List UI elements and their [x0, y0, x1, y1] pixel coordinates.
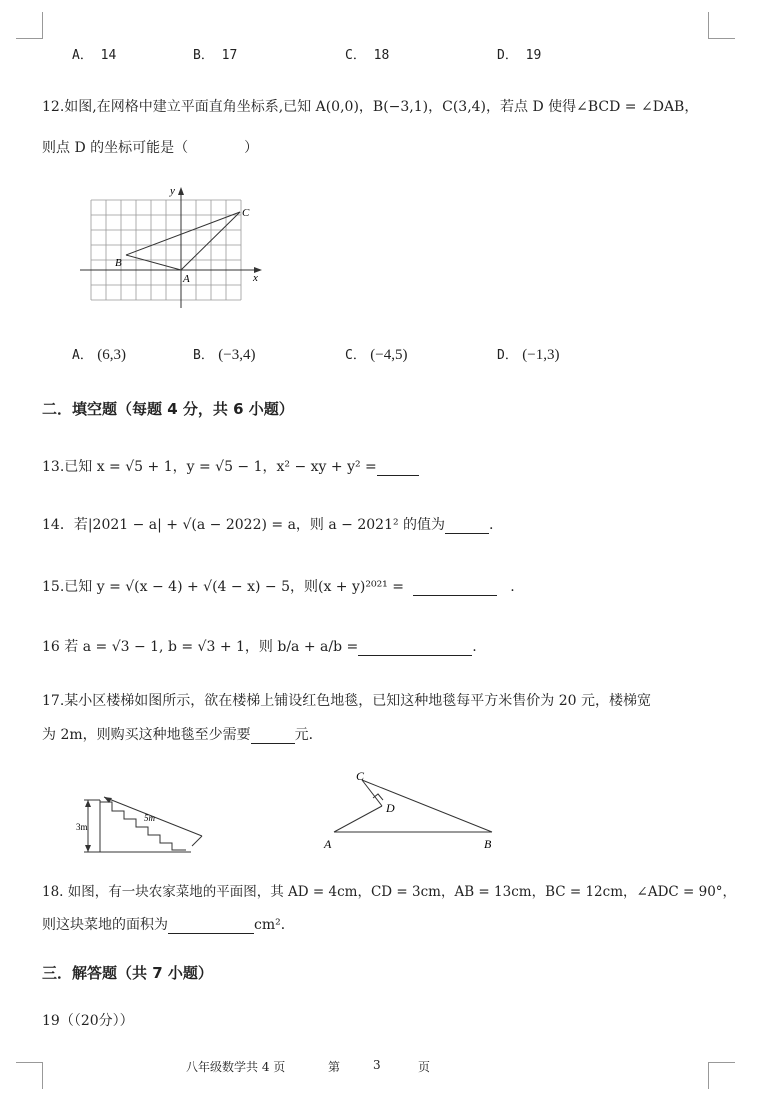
label-y: y [170, 185, 175, 197]
q18-answer-blank [168, 919, 254, 934]
label-b: B [115, 257, 122, 269]
q16: 16 若 a = √3 − 1, b = √3 + 1，则 b/a + a/b = . [42, 639, 477, 655]
q15-answer-blank [413, 581, 497, 596]
crop-mark-top-left [16, 12, 43, 39]
q13: 13.已知 x = √5 + 1，y = √5 − 1，x² − xy + y² = [42, 456, 419, 476]
q11-option-b: B． 17 [193, 48, 238, 63]
footer-right: 页 [418, 1060, 431, 1074]
footer-left: 八年级数学共 4 页 [186, 1060, 286, 1074]
q12-grid-figure [80, 182, 270, 312]
q17-line1: 17.某小区楼梯如图所示，欲在楼梯上铺设红色地毯，已知这种地毯每平方米售价为 20 元，楼梯宽 [42, 693, 651, 709]
q19: 19（（20分）） [42, 1013, 134, 1029]
q17-answer-blank [251, 729, 295, 744]
label-a: A [183, 273, 190, 285]
q15: 15.已知 y = √(x − 4) + √(4 − x) − 5，则(x + y)²⁰²¹ = . [42, 579, 515, 595]
footer-page-number: 3 [373, 1058, 381, 1072]
stair-height-label: 3m [76, 822, 88, 832]
q13-answer-blank [377, 461, 419, 476]
label-c: C [356, 769, 365, 783]
crop-mark-bottom-right [708, 1062, 735, 1089]
stair-slope-label: 5m [144, 813, 155, 823]
label-a: A [324, 837, 332, 851]
grid-lines [91, 200, 241, 300]
q14: 14．若|2021 − a| + √(a − 2022) = a，则 a − 2021² 的值为 . [42, 517, 494, 533]
q18-quadrilateral-figure [320, 764, 500, 854]
q14-answer-blank [445, 519, 489, 534]
q16-answer-blank [358, 641, 472, 656]
q17-line2: 为 2m，则购买这种地毯至少需要 元． [42, 727, 323, 743]
label-b: B [484, 837, 492, 851]
section-3-title: 三．解答题（共 7 小题） [42, 964, 213, 982]
label-c: C [242, 207, 250, 219]
section-2-title: 二．填空题（每题 4 分，共 6 小题） [42, 400, 294, 418]
crop-mark-bottom-left [16, 1062, 43, 1089]
q18-line2: 则这块菜地的面积为 cm²． [42, 917, 295, 933]
q12-option-b: B． (−3,4) [193, 347, 256, 363]
q12-option-c: C． (−4,5) [345, 347, 408, 363]
footer-mid: 第 [328, 1060, 341, 1074]
q18-line1: 18. 如图，有一块农家菜地的平面图，其 AD = 4cm，CD = 3cm，AB = 13cm，BC = 12cm，∠ADC = 90°， [42, 884, 737, 900]
q12-line1: 12.如图,在网格中建立平面直角坐标系,已知 A(0,0)，B(−3,1)，C(3,4)，若点 D 使得∠BCD = ∠DAB， [42, 99, 699, 115]
q11-option-a: A． 14 [72, 48, 117, 63]
q11-option-c: C． 18 [345, 48, 390, 63]
q12-option-a: A． (6,3) [72, 347, 127, 363]
triangle-abc [126, 212, 240, 270]
q17-staircase-figure [76, 792, 212, 858]
q12-option-d: D． (−1,3) [497, 347, 560, 363]
label-x: x [253, 272, 258, 284]
crop-mark-top-right [708, 12, 735, 39]
q12-line2: 则点 D 的坐标可能是（ ） [42, 140, 259, 156]
q11-option-d: D． 19 [497, 48, 542, 63]
label-d: D [386, 801, 395, 815]
